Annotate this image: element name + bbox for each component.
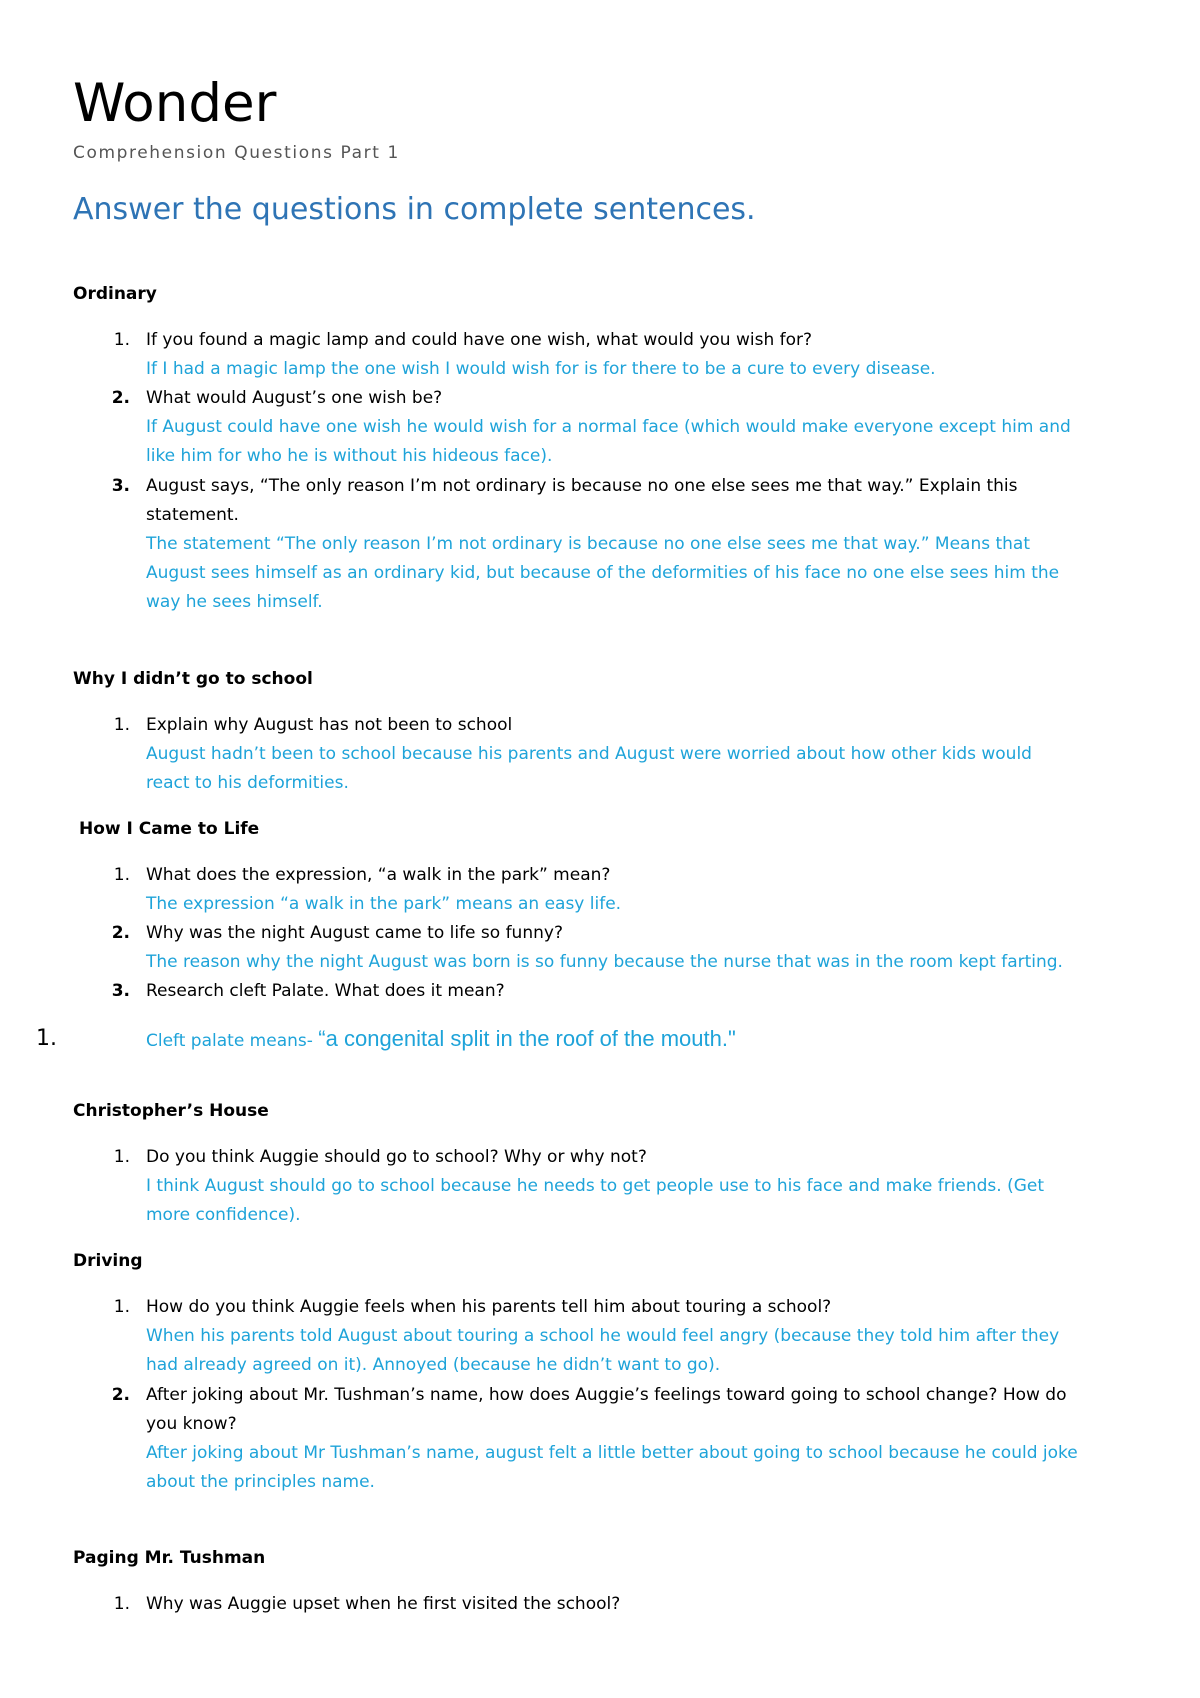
question-text: Explain why August has not been to school — [146, 715, 513, 735]
answer-text: like him for who he is without his hideous face). — [146, 446, 553, 466]
answer-text: The statement “The only reason I’m not ordinary is because no one else sees me that way.” Means that — [146, 534, 1031, 554]
question-number: 1. — [113, 1297, 130, 1317]
section-heading-driving: Driving — [73, 1251, 143, 1271]
answer-list-number: 1. — [36, 1026, 57, 1051]
answer-quote-text: “a congenital split in the roof of the mouth." — [318, 1026, 736, 1051]
question-text: statement. — [146, 505, 239, 525]
question-text: After joking about Mr. Tushman’s name, how does Auggie’s feelings toward going to school change? How do — [146, 1385, 1067, 1405]
question-number: 3. — [111, 981, 130, 1001]
section-heading-ordinary: Ordinary — [73, 284, 157, 304]
question-number: 3. — [111, 476, 130, 496]
question-text: If you found a magic lamp and could have one wish, what would you wish for? — [146, 330, 813, 350]
answer-cleft-palate — [146, 1026, 736, 1052]
instruction-heading: Answer the questions in complete sentences. — [73, 192, 756, 227]
question-number: 1. — [113, 1147, 130, 1167]
question-text: What does the expression, “a walk in the park” mean? — [146, 865, 611, 885]
answer-text: When his parents told August about touring a school he would feel angry (because they told him after they — [146, 1326, 1060, 1346]
question-number: 2. — [111, 388, 130, 408]
document-title: Wonder — [73, 73, 277, 134]
question-text: Do you think Auggie should go to school? Why or why not? — [146, 1147, 647, 1167]
question-text: you know? — [146, 1414, 237, 1434]
section-heading-how-i-came-to-life: How I Came to Life — [79, 819, 260, 839]
question-number: 1. — [113, 715, 130, 735]
section-heading-christophers-house: Christopher’s House — [73, 1101, 269, 1121]
answer-text: August hadn’t been to school because his parents and August were worried about how other kids would — [146, 744, 1032, 764]
document-subtitle: Comprehension Questions Part 1 — [73, 143, 400, 163]
answer-text: If August could have one wish he would wish for a normal face (which would make everyone except him and — [146, 417, 1071, 437]
question-number: 1. — [113, 1594, 130, 1614]
question-number: 1. — [113, 330, 130, 350]
section-heading-why-i-didnt-go-to-school: Why I didn’t go to school — [73, 669, 313, 689]
answer-text: If I had a magic lamp the one wish I would wish for is for there to be a cure to every disease. — [146, 359, 936, 379]
question-text: Why was the night August came to life so funny? — [146, 923, 563, 943]
question-text: How do you think Auggie feels when his parents tell him about touring a school? — [146, 1297, 832, 1317]
answer-text: way he sees himself. — [146, 592, 323, 612]
answer-text: had already agreed on it). Annoyed (because he didn’t want to go). — [146, 1355, 721, 1375]
question-text: What would August’s one wish be? — [146, 388, 443, 408]
answer-text: I think August should go to school because he needs to get people use to his face and make friends. (Get — [146, 1176, 1045, 1196]
answer-text: August sees himself as an ordinary kid, but because of the deformities of his face no one else sees him the — [146, 563, 1060, 583]
answer-text: The expression “a walk in the park” means an easy life. — [146, 894, 622, 914]
answer-text: The reason why the night August was born is so funny because the nurse that was in the room kept farting. — [146, 952, 1063, 972]
question-text: Why was Auggie upset when he first visited the school? — [146, 1594, 621, 1614]
answer-lead-text: Cleft palate means- — [146, 1031, 319, 1051]
question-number: 1. — [113, 865, 130, 885]
question-number: 2. — [111, 1385, 130, 1405]
answer-text: about the principles name. — [146, 1472, 375, 1492]
answer-text: react to his deformities. — [146, 773, 349, 793]
question-text: August says, “The only reason I’m not ordinary is because no one else sees me that way.” Explain this — [146, 476, 1018, 496]
section-heading-paging-mr-tushman: Paging Mr. Tushman — [73, 1548, 266, 1568]
answer-text: more confidence). — [146, 1205, 301, 1225]
answer-text: After joking about Mr Tushman’s name, august felt a little better about going to school because he could joke — [146, 1443, 1078, 1463]
question-number: 2. — [111, 923, 130, 943]
question-text: Research cleft Palate. What does it mean? — [146, 981, 505, 1001]
